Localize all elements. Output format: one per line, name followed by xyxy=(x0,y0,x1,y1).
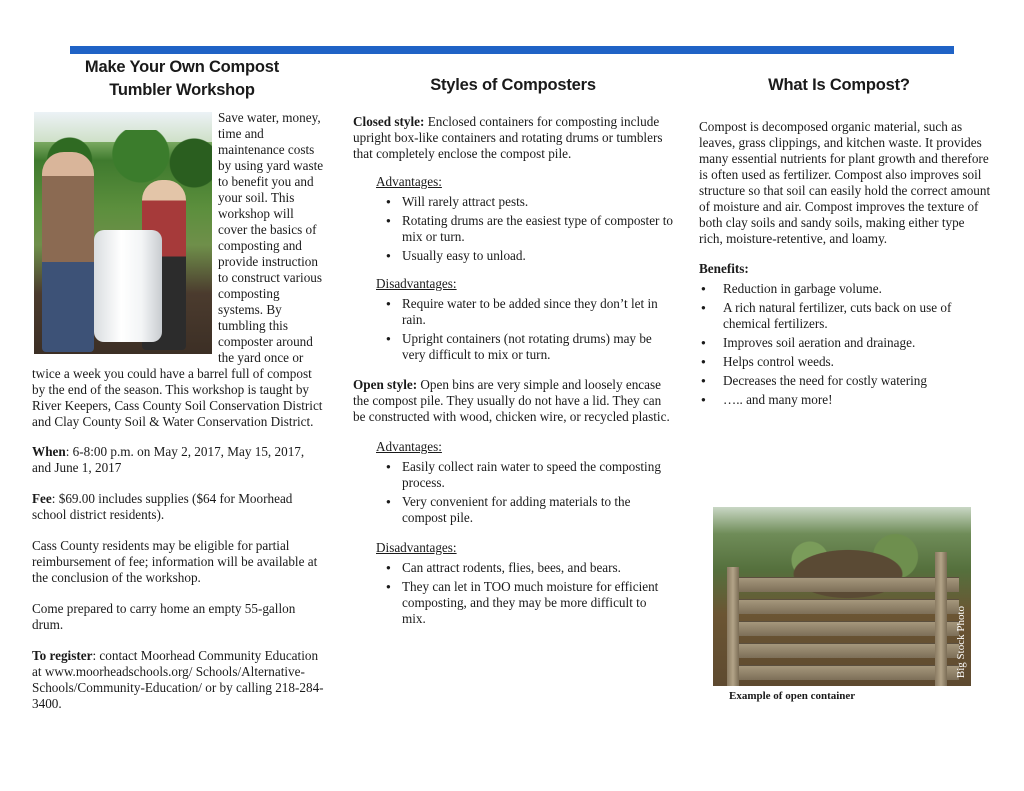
photo-credit: Big Stock Photo xyxy=(955,605,967,678)
list-item: ● Can attract rodents, flies, bees, and bears. xyxy=(384,560,673,576)
list-item: ● They can let in TOO much moisture for efficient composting, and they may be more difficult to mix. xyxy=(384,579,673,627)
compost-column xyxy=(699,74,991,411)
list-item: ● Decreases the need for costly watering xyxy=(699,373,991,389)
list-item: ● Easily collect rain water to speed the composting process. xyxy=(384,459,673,491)
open-advantages-list xyxy=(353,459,673,526)
closed-disadvantages-list xyxy=(353,296,673,363)
styles-heading: Styles of Composters xyxy=(430,76,596,94)
list-item: ● Helps control weeds. xyxy=(699,354,991,370)
open-disadvantages-label: Disadvantages: xyxy=(376,540,457,555)
photo-caption: Example of open container xyxy=(729,690,856,702)
list-item: ● Will rarely attract pests. xyxy=(384,194,673,210)
open-style: Open style: Open bins are very simple and loosely encase the compost pile. They usually do not have a lid. They can be constructed with wood, chicken wire, or recycled plastic. xyxy=(353,377,670,424)
closed-style: Closed style: Enclosed containers for composting include upright box-like containers and rotating drums or tumblers that completely enclose the compost pile. xyxy=(353,114,663,161)
workshop-title: Make Your Own Compost Tumbler Workshop xyxy=(84,58,280,99)
open-disadvantages-list xyxy=(353,560,673,627)
carry-note: Come prepared to carry home an empty 55-gallon drum. xyxy=(32,601,296,632)
open-advantages-label: Advantages: xyxy=(376,439,442,454)
list-item: ● Very convenient for adding materials to the compost pile. xyxy=(384,494,673,526)
list-item: ● Usually easy to unload. xyxy=(384,248,673,264)
open-container-photo xyxy=(713,507,971,686)
closed-advantages-list xyxy=(353,194,673,264)
compost-description: Compost is decomposed organic material, such as leaves, grass clippings, and kitchen waste. It provides many essential nutrients for plant growth and therefore is often used as fertilizer. Compost also improves soil structure so that soil can easily hold the correct amount of moisture and air. Compost improves the texture of both clay soils and sandy soils, making either type rich, moisture-retentive, and loamy. xyxy=(699,119,991,246)
workshop-intro: Save water, money, time and maintenance costs by using yard waste to benefit you and your soil. This workshop will cover the basics of composting and provide instruction to construct various composting systems. By tumbling this composter around the yard once or twice a week you could have a barrel full of compost by the end of the season. This workshop is taught by River Keepers, Cass County Soil Conservation District and Clay County Soil & Water Conservation District. xyxy=(32,110,324,429)
closed-advantages-label: Advantages: xyxy=(376,174,442,189)
styles-column xyxy=(353,74,673,630)
workshop-column xyxy=(32,56,324,727)
list-item: ● Rotating drums are the easiest type of composter to mix or turn. xyxy=(384,213,673,245)
register-info: To register: contact Moorhead Community Education at www.moorheadschools.org/ Schools/Alternative-Schools/Community-Education/ or by calling 218-284-3400. xyxy=(32,648,324,711)
cass-county-note: Cass County residents may be eligible for partial reimbursement of fee; information will be available at the conclusion of the workshop. xyxy=(32,538,318,585)
compost-heading: What Is Compost? xyxy=(768,76,910,94)
top-accent-bar xyxy=(70,46,954,54)
list-item: ● ….. and many more! xyxy=(699,392,991,408)
workshop-when: When: 6-8:00 p.m. on May 2, 2017, May 15, 2017, and June 1, 2017 xyxy=(32,444,305,475)
workshop-photo xyxy=(34,112,212,354)
list-item: ● Require water to be added since they don’t let in rain. xyxy=(384,296,673,328)
benefits-list xyxy=(699,281,991,408)
closed-disadvantages-label: Disadvantages: xyxy=(376,276,457,291)
list-item: ● A rich natural fertilizer, cuts back on use of chemical fertilizers. xyxy=(699,300,991,332)
list-item: ● Reduction in garbage volume. xyxy=(699,281,991,297)
list-item: ● Upright containers (not rotating drums) may be very difficult to mix or turn. xyxy=(384,331,673,363)
workshop-fee: Fee: $69.00 includes supplies ($64 for Moorhead school district residents). xyxy=(32,491,293,522)
benefits-label: Benefits: xyxy=(699,261,749,276)
list-item: ● Improves soil aeration and drainage. xyxy=(699,335,991,351)
